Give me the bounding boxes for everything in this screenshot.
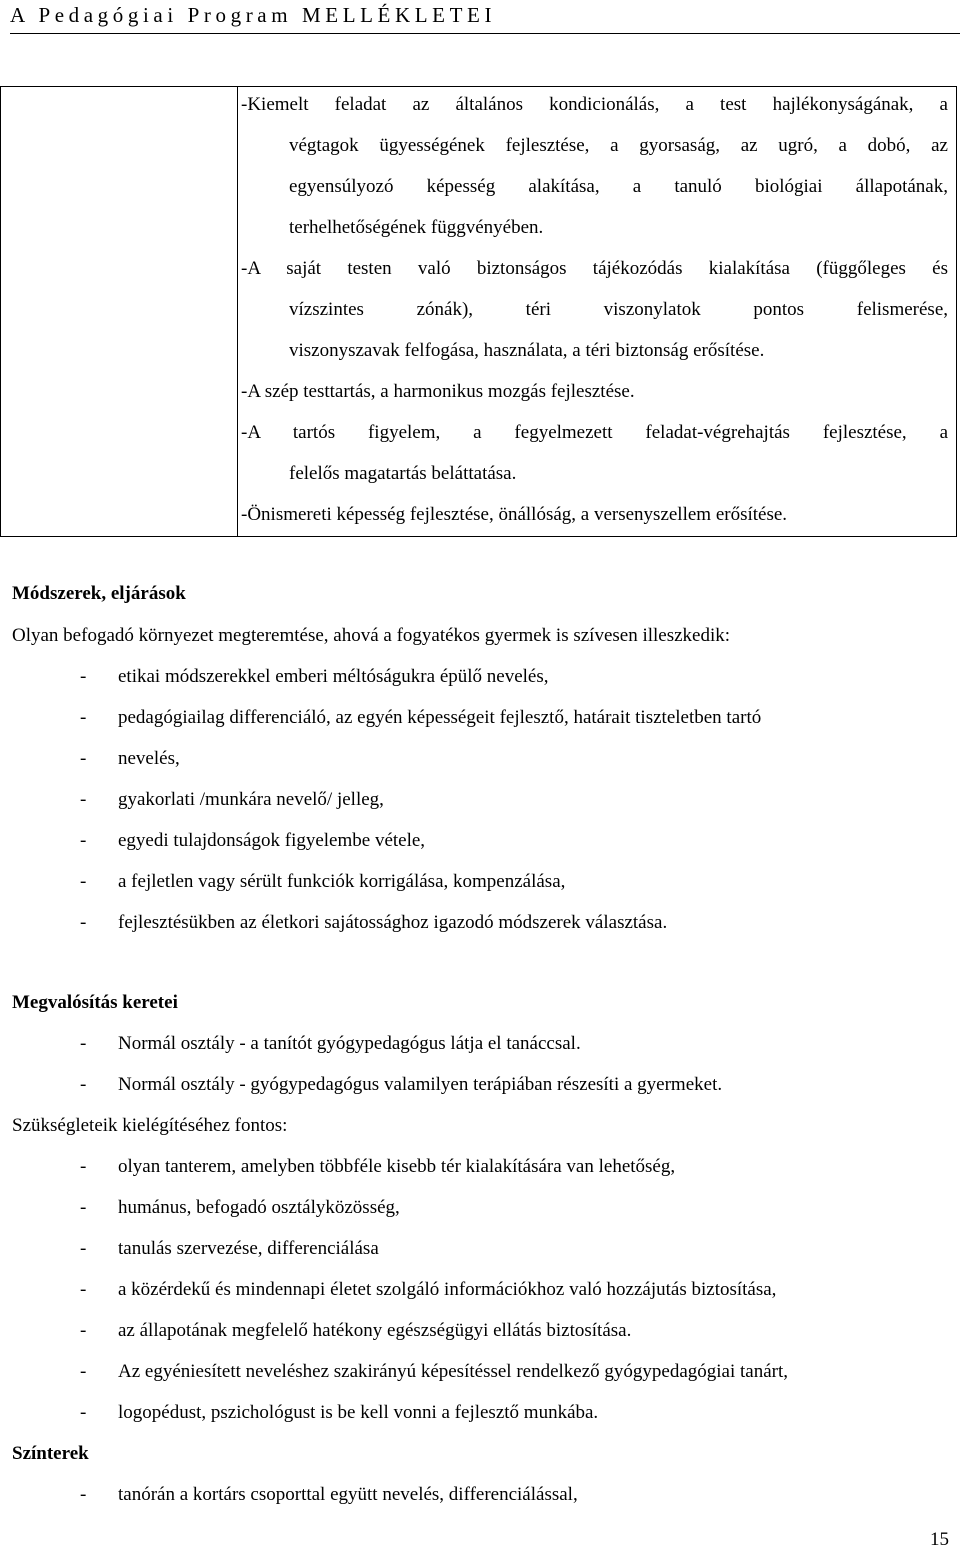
page-header-title: A Pedagógiai Program MELLÉKLETEI [10, 3, 497, 27]
dash-bullet: - [80, 1033, 87, 1054]
header-rule [10, 33, 960, 34]
dash-bullet: - [80, 830, 87, 851]
dash-bullet: - [80, 666, 87, 687]
table-line: -Kiemelt feladat az általános kondicionálás, a test hajlékonyságának, a [241, 94, 948, 115]
section-heading-szinterek: Színterek [12, 1443, 89, 1464]
table-line: terhelhetőségének függvényében. [289, 217, 544, 238]
dash-bullet: - [80, 707, 87, 728]
table-line: -A saját testen való biztonságos tájékozódás kialakítása (függőleges és [241, 258, 948, 279]
table-line: vízszintes zónák), téri viszonylatok pontos felismerése, [289, 299, 948, 320]
table-column-divider [237, 87, 238, 536]
dash-bullet: - [80, 1361, 87, 1382]
table-line: -Önismereti képesség fejlesztése, önállóság, a versenyszellem erősítése. [241, 504, 788, 525]
dash-bullet: - [80, 748, 87, 769]
dash-bullet: - [80, 1402, 87, 1423]
table-line: felelős magatartás beláttatása. [289, 463, 517, 484]
dash-bullet: - [80, 789, 87, 810]
dash-bullet: - [80, 1279, 87, 1300]
table-line: -A tartós figyelem, a fegyelmezett feladat-végrehajtás fejlesztése, a [241, 422, 948, 443]
dash-bullet: - [80, 912, 87, 933]
table-line: végtagok ügyességének fejlesztése, a gyorsaság, az ugró, a dobó, az [289, 135, 948, 156]
page-number: 15 [930, 1529, 949, 1550]
dash-bullet: - [80, 1156, 87, 1177]
table-line: egyensúlyozó képesség alakítása, a tanuló biológiai állapotának, [289, 176, 948, 197]
dash-bullet: - [80, 1197, 87, 1218]
dash-bullet: - [80, 1484, 87, 1505]
modszerek-intro: Olyan befogadó környezet megteremtése, ahová a fogyatékos gyermek is szívesen illeszkedik: [12, 625, 731, 646]
needs-intro: Szükségleteik kielégítéséhez fontos: [12, 1115, 288, 1136]
dash-bullet: - [80, 1238, 87, 1259]
table-line: -A szép testtartás, a harmonikus mozgás fejlesztése. [241, 381, 635, 402]
dash-bullet: - [80, 1320, 87, 1341]
section-heading-modszerek: Módszerek, eljárások [12, 583, 186, 604]
dash-bullet: - [80, 871, 87, 892]
table-line: viszonyszavak felfogása, használata, a téri biztonság erősítése. [289, 340, 765, 361]
dash-bullet: - [80, 1074, 87, 1095]
goals-table [0, 86, 957, 537]
section-heading-megvalositas: Megvalósítás keretei [12, 992, 178, 1013]
